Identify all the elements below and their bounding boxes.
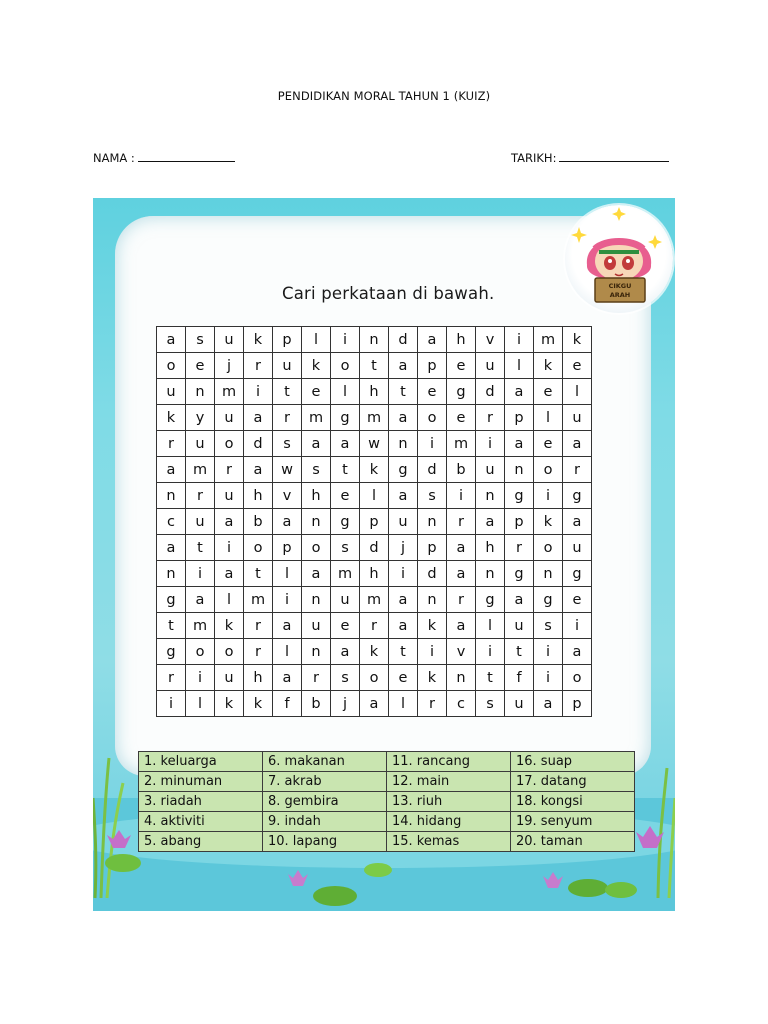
grid-letter-cell[interactable]: n: [505, 457, 534, 483]
grid-letter-cell[interactable]: u: [215, 483, 244, 509]
grid-letter-cell[interactable]: h: [244, 665, 273, 691]
grid-letter-cell[interactable]: o: [215, 431, 244, 457]
grid-letter-cell[interactable]: i: [534, 483, 563, 509]
grid-letter-cell[interactable]: r: [563, 457, 592, 483]
grid-letter-cell[interactable]: w: [360, 431, 389, 457]
grid-letter-cell[interactable]: t: [389, 639, 418, 665]
word-list-item: 14. hidang: [387, 812, 511, 832]
word-list-item: 6. makanan: [263, 752, 387, 772]
grid-letter-cell[interactable]: a: [215, 509, 244, 535]
word-list-row: [139, 792, 635, 812]
page-title: PENDIDIKAN MORAL TAHUN 1 (KUIZ): [277, 89, 491, 103]
grid-letter-cell[interactable]: r: [505, 535, 534, 561]
grid-letter-cell[interactable]: a: [389, 613, 418, 639]
grid-letter-cell[interactable]: l: [563, 379, 592, 405]
grid-letter-cell[interactable]: u: [505, 613, 534, 639]
grid-letter-cell[interactable]: a: [215, 561, 244, 587]
letter-grid: [156, 326, 592, 717]
grid-row: [157, 665, 592, 691]
grid-letter-cell[interactable]: k: [418, 665, 447, 691]
grid-letter-cell[interactable]: o: [157, 353, 186, 379]
word-list-item: 1. keluarga: [139, 752, 263, 772]
grid-letter-cell[interactable]: o: [360, 665, 389, 691]
grid-letter-cell[interactable]: i: [505, 327, 534, 353]
grid-letter-cell[interactable]: n: [534, 561, 563, 587]
word-list-item: 2. minuman: [139, 772, 263, 792]
cikgu-avatar: [565, 205, 673, 313]
grid-letter-cell[interactable]: o: [563, 665, 592, 691]
grid-letter-cell[interactable]: e: [389, 665, 418, 691]
grid-row: [157, 509, 592, 535]
grid-letter-cell[interactable]: m: [302, 405, 331, 431]
word-list-item: 15. kemas: [387, 832, 511, 852]
grid-letter-cell[interactable]: r: [157, 431, 186, 457]
nama-label: NAMA :: [93, 151, 135, 165]
grid-letter-cell[interactable]: a: [505, 379, 534, 405]
grid-letter-cell[interactable]: o: [244, 535, 273, 561]
grid-letter-cell[interactable]: o: [302, 535, 331, 561]
grid-letter-cell[interactable]: u: [505, 691, 534, 717]
grid-letter-cell[interactable]: n: [302, 639, 331, 665]
grid-letter-cell[interactable]: m: [360, 587, 389, 613]
grid-letter-cell[interactable]: s: [186, 327, 215, 353]
grid-letter-cell[interactable]: r: [447, 509, 476, 535]
grid-letter-cell[interactable]: s: [476, 691, 505, 717]
grid-letter-cell[interactable]: m: [331, 561, 360, 587]
grid-letter-cell[interactable]: t: [157, 613, 186, 639]
word-list-item: 10. lapang: [263, 832, 387, 852]
grid-letter-cell[interactable]: l: [476, 613, 505, 639]
grid-letter-cell[interactable]: a: [157, 535, 186, 561]
grid-letter-cell[interactable]: n: [418, 509, 447, 535]
grid-letter-cell[interactable]: a: [563, 431, 592, 457]
grid-letter-cell[interactable]: a: [447, 613, 476, 639]
grid-letter-cell[interactable]: u: [215, 327, 244, 353]
grid-letter-cell[interactable]: p: [505, 509, 534, 535]
grid-letter-cell[interactable]: i: [563, 613, 592, 639]
grid-letter-cell[interactable]: e: [447, 405, 476, 431]
grid-letter-cell[interactable]: u: [476, 353, 505, 379]
grid-letter-cell[interactable]: u: [389, 509, 418, 535]
grid-letter-cell[interactable]: k: [534, 353, 563, 379]
grid-row: [157, 327, 592, 353]
nama-field: [93, 150, 235, 165]
grid-letter-cell[interactable]: n: [418, 587, 447, 613]
word-list-item: 11. rancang: [387, 752, 511, 772]
grid-letter-cell[interactable]: n: [157, 561, 186, 587]
grid-letter-cell[interactable]: u: [186, 431, 215, 457]
grid-letter-cell[interactable]: r: [447, 587, 476, 613]
word-list-item: 9. indah: [263, 812, 387, 832]
grid-letter-cell[interactable]: g: [389, 457, 418, 483]
grid-letter-cell[interactable]: k: [244, 691, 273, 717]
word-list-item: 13. riuh: [387, 792, 511, 812]
grid-letter-cell[interactable]: u: [331, 587, 360, 613]
grid-letter-cell[interactable]: v: [447, 639, 476, 665]
grid-letter-cell[interactable]: e: [563, 587, 592, 613]
grid-letter-cell[interactable]: u: [215, 665, 244, 691]
grid-letter-cell[interactable]: g: [447, 379, 476, 405]
grid-letter-cell[interactable]: p: [418, 353, 447, 379]
grid-letter-cell[interactable]: t: [360, 353, 389, 379]
grid-letter-cell[interactable]: i: [215, 535, 244, 561]
grid-letter-cell[interactable]: r: [244, 353, 273, 379]
grid-letter-cell[interactable]: t: [186, 535, 215, 561]
grid-letter-cell[interactable]: p: [273, 535, 302, 561]
grid-letter-cell[interactable]: s: [418, 483, 447, 509]
grid-letter-cell[interactable]: g: [157, 587, 186, 613]
grid-letter-cell[interactable]: t: [476, 665, 505, 691]
word-list-table: [138, 751, 635, 852]
grid-letter-cell[interactable]: a: [186, 587, 215, 613]
grid-letter-cell[interactable]: f: [505, 665, 534, 691]
grid-letter-cell[interactable]: d: [418, 457, 447, 483]
grid-letter-cell[interactable]: k: [563, 327, 592, 353]
grid-letter-cell[interactable]: o: [215, 639, 244, 665]
word-list-item: 17. datang: [511, 772, 635, 792]
grid-letter-cell[interactable]: e: [302, 379, 331, 405]
grid-letter-cell[interactable]: a: [331, 639, 360, 665]
grid-letter-cell[interactable]: a: [302, 431, 331, 457]
grid-letter-cell[interactable]: o: [418, 405, 447, 431]
grid-letter-cell[interactable]: u: [476, 457, 505, 483]
grid-letter-cell[interactable]: j: [331, 691, 360, 717]
grid-letter-cell[interactable]: n: [447, 665, 476, 691]
grid-row: [157, 639, 592, 665]
grid-letter-cell[interactable]: u: [186, 509, 215, 535]
grid-row: [157, 379, 592, 405]
grid-letter-cell[interactable]: a: [157, 457, 186, 483]
grid-letter-cell[interactable]: a: [244, 457, 273, 483]
grid-letter-cell[interactable]: s: [302, 457, 331, 483]
grid-letter-cell[interactable]: e: [563, 353, 592, 379]
grid-letter-cell[interactable]: a: [273, 665, 302, 691]
word-list-item: 18. kongsi: [511, 792, 635, 812]
grid-letter-cell[interactable]: t: [273, 379, 302, 405]
grid-letter-cell[interactable]: s: [331, 665, 360, 691]
grid-letter-cell[interactable]: m: [186, 457, 215, 483]
grid-letter-cell[interactable]: e: [534, 379, 563, 405]
grid-letter-cell[interactable]: n: [476, 561, 505, 587]
grid-letter-cell[interactable]: h: [360, 379, 389, 405]
grid-letter-cell[interactable]: c: [157, 509, 186, 535]
grid-letter-cell[interactable]: m: [360, 405, 389, 431]
grid-letter-cell[interactable]: c: [447, 691, 476, 717]
grid-letter-cell[interactable]: y: [186, 405, 215, 431]
grid-letter-cell[interactable]: s: [273, 431, 302, 457]
svg-text:ARAH: ARAH: [609, 291, 631, 299]
grid-letter-cell[interactable]: m: [186, 613, 215, 639]
grid-letter-cell[interactable]: a: [273, 509, 302, 535]
grid-letter-cell[interactable]: i: [476, 431, 505, 457]
grid-letter-cell[interactable]: h: [476, 535, 505, 561]
grid-letter-cell[interactable]: n: [476, 483, 505, 509]
grid-letter-cell[interactable]: k: [534, 509, 563, 535]
grid-letter-cell[interactable]: a: [389, 353, 418, 379]
grid-letter-cell[interactable]: g: [563, 483, 592, 509]
grid-letter-cell[interactable]: k: [157, 405, 186, 431]
grid-row: [157, 457, 592, 483]
grid-letter-cell[interactable]: a: [505, 431, 534, 457]
grid-row: [157, 431, 592, 457]
grid-letter-cell[interactable]: i: [447, 483, 476, 509]
grid-letter-cell[interactable]: l: [273, 639, 302, 665]
grid-letter-cell[interactable]: a: [389, 587, 418, 613]
grid-letter-cell[interactable]: u: [563, 535, 592, 561]
grid-letter-cell[interactable]: o: [186, 639, 215, 665]
tarikh-label: TARIKH:: [511, 151, 557, 165]
word-list-row: [139, 812, 635, 832]
grid-letter-cell[interactable]: m: [244, 587, 273, 613]
grid-letter-cell[interactable]: a: [331, 431, 360, 457]
grid-letter-cell[interactable]: h: [302, 483, 331, 509]
tarikh-blank-line[interactable]: [559, 150, 669, 162]
grid-letter-cell[interactable]: t: [505, 639, 534, 665]
grid-letter-cell[interactable]: h: [447, 327, 476, 353]
grid-letter-cell[interactable]: u: [215, 405, 244, 431]
grid-letter-cell[interactable]: s: [534, 613, 563, 639]
grid-letter-cell[interactable]: r: [244, 639, 273, 665]
grid-letter-cell[interactable]: s: [331, 535, 360, 561]
grid-letter-cell[interactable]: t: [244, 561, 273, 587]
grid-letter-cell[interactable]: i: [534, 639, 563, 665]
grid-letter-cell[interactable]: e: [331, 613, 360, 639]
word-list-item: 12. main: [387, 772, 511, 792]
grid-letter-cell[interactable]: n: [302, 509, 331, 535]
grid-letter-cell[interactable]: a: [447, 535, 476, 561]
word-list-row: [139, 832, 635, 852]
grid-letter-cell[interactable]: g: [563, 561, 592, 587]
grid-letter-cell[interactable]: k: [360, 457, 389, 483]
grid-letter-cell[interactable]: a: [476, 509, 505, 535]
grid-letter-cell[interactable]: p: [360, 509, 389, 535]
grid-letter-cell[interactable]: g: [476, 587, 505, 613]
grid-letter-cell[interactable]: i: [418, 639, 447, 665]
grid-letter-cell[interactable]: r: [215, 457, 244, 483]
grid-letter-cell[interactable]: b: [244, 509, 273, 535]
grid-letter-cell[interactable]: e: [447, 353, 476, 379]
grid-letter-cell[interactable]: d: [476, 379, 505, 405]
grid-letter-cell[interactable]: e: [534, 431, 563, 457]
grid-letter-cell[interactable]: n: [389, 431, 418, 457]
word-list-item: 5. abang: [139, 832, 263, 852]
grid-letter-cell[interactable]: l: [360, 483, 389, 509]
grid-letter-cell[interactable]: u: [302, 613, 331, 639]
grid-letter-cell[interactable]: p: [418, 535, 447, 561]
grid-letter-cell[interactable]: a: [157, 327, 186, 353]
grid-letter-cell[interactable]: o: [534, 535, 563, 561]
grid-letter-cell[interactable]: a: [273, 613, 302, 639]
grid-letter-cell[interactable]: l: [273, 561, 302, 587]
grid-letter-cell[interactable]: h: [360, 561, 389, 587]
grid-letter-cell[interactable]: t: [389, 379, 418, 405]
grid-letter-cell[interactable]: k: [215, 613, 244, 639]
grid-letter-cell[interactable]: a: [389, 405, 418, 431]
word-list-item: 20. taman: [511, 832, 635, 852]
grid-letter-cell[interactable]: n: [302, 587, 331, 613]
grid-letter-cell[interactable]: h: [244, 483, 273, 509]
grid-letter-cell[interactable]: w: [273, 457, 302, 483]
grid-letter-cell[interactable]: n: [360, 327, 389, 353]
grid-letter-cell[interactable]: k: [302, 353, 331, 379]
grid-letter-cell[interactable]: k: [215, 691, 244, 717]
grid-letter-cell[interactable]: g: [331, 509, 360, 535]
grid-letter-cell[interactable]: j: [389, 535, 418, 561]
grid-letter-cell[interactable]: j: [215, 353, 244, 379]
grid-letter-cell[interactable]: p: [505, 405, 534, 431]
word-list-row: [139, 752, 635, 772]
grid-letter-cell[interactable]: v: [273, 483, 302, 509]
grid-letter-cell[interactable]: m: [534, 327, 563, 353]
word-search-worksheet: [93, 198, 675, 911]
svg-text:CIKGU: CIKGU: [608, 282, 632, 290]
grid-letter-cell[interactable]: p: [273, 327, 302, 353]
grid-letter-cell[interactable]: i: [534, 665, 563, 691]
grid-letter-cell[interactable]: a: [563, 639, 592, 665]
grid-letter-cell[interactable]: l: [331, 379, 360, 405]
instruction-text: Cari perkataan di bawah.: [282, 284, 495, 303]
grid-letter-cell[interactable]: o: [331, 353, 360, 379]
grid-letter-cell[interactable]: i: [331, 327, 360, 353]
grid-letter-cell[interactable]: d: [389, 327, 418, 353]
grid-letter-cell[interactable]: v: [476, 327, 505, 353]
grid-letter-cell[interactable]: r: [244, 613, 273, 639]
grid-letter-cell[interactable]: g: [505, 561, 534, 587]
grid-letter-cell[interactable]: d: [360, 535, 389, 561]
grid-row: [157, 613, 592, 639]
grid-letter-cell[interactable]: a: [505, 587, 534, 613]
grid-letter-cell[interactable]: l: [302, 327, 331, 353]
grid-letter-cell[interactable]: b: [302, 691, 331, 717]
grid-letter-cell[interactable]: u: [563, 405, 592, 431]
grid-letter-cell[interactable]: r: [186, 483, 215, 509]
grid-letter-cell[interactable]: e: [186, 353, 215, 379]
grid-letter-cell[interactable]: g: [534, 587, 563, 613]
grid-letter-cell[interactable]: u: [157, 379, 186, 405]
word-list-item: 4. aktiviti: [139, 812, 263, 832]
tarikh-field: [511, 150, 669, 165]
grid-letter-cell[interactable]: g: [505, 483, 534, 509]
grid-letter-cell[interactable]: l: [215, 587, 244, 613]
grid-row: [157, 587, 592, 613]
grid-letter-cell[interactable]: k: [418, 613, 447, 639]
grid-letter-cell[interactable]: t: [331, 457, 360, 483]
grid-letter-cell[interactable]: a: [244, 405, 273, 431]
grid-row: [157, 353, 592, 379]
grid-letter-cell[interactable]: i: [186, 665, 215, 691]
grid-letter-cell[interactable]: a: [418, 327, 447, 353]
grid-letter-cell[interactable]: r: [273, 405, 302, 431]
grid-row: [157, 535, 592, 561]
grid-letter-cell[interactable]: f: [273, 691, 302, 717]
grid-letter-cell[interactable]: u: [273, 353, 302, 379]
grid-letter-cell[interactable]: r: [476, 405, 505, 431]
word-list-item: 19. senyum: [511, 812, 635, 832]
grid-letter-cell[interactable]: a: [389, 483, 418, 509]
grid-letter-cell[interactable]: r: [418, 691, 447, 717]
grid-letter-cell[interactable]: r: [360, 613, 389, 639]
nama-blank-line[interactable]: [138, 150, 235, 162]
grid-row: [157, 483, 592, 509]
grid-letter-cell[interactable]: o: [534, 457, 563, 483]
grid-letter-cell[interactable]: a: [302, 561, 331, 587]
grid-letter-cell[interactable]: l: [534, 405, 563, 431]
grid-row: [157, 405, 592, 431]
grid-letter-cell[interactable]: k: [244, 327, 273, 353]
grid-letter-cell[interactable]: d: [418, 561, 447, 587]
grid-letter-cell[interactable]: l: [186, 691, 215, 717]
grid-row: [157, 691, 592, 717]
grid-letter-cell[interactable]: i: [186, 561, 215, 587]
grid-letter-cell[interactable]: g: [157, 639, 186, 665]
grid-letter-cell[interactable]: r: [157, 665, 186, 691]
word-list-row: [139, 772, 635, 792]
word-list-item: 16. suap: [511, 752, 635, 772]
word-list-item: 3. riadah: [139, 792, 263, 812]
grid-letter-cell[interactable]: e: [418, 379, 447, 405]
grid-letter-cell[interactable]: a: [360, 691, 389, 717]
grid-letter-cell[interactable]: i: [389, 561, 418, 587]
grid-letter-cell[interactable]: p: [563, 691, 592, 717]
grid-letter-cell[interactable]: n: [157, 483, 186, 509]
grid-letter-cell[interactable]: m: [215, 379, 244, 405]
girl-avatar-icon: [565, 205, 673, 313]
grid-letter-cell[interactable]: i: [273, 587, 302, 613]
word-list-item: 7. akrab: [263, 772, 387, 792]
grid-letter-cell[interactable]: k: [360, 639, 389, 665]
grid-letter-cell[interactable]: a: [534, 691, 563, 717]
grid-letter-cell[interactable]: l: [389, 691, 418, 717]
grid-letter-cell[interactable]: i: [476, 639, 505, 665]
grid-letter-cell[interactable]: i: [418, 431, 447, 457]
grid-row: [157, 561, 592, 587]
grid-letter-cell[interactable]: i: [244, 379, 273, 405]
word-list-item: 8. gembira: [263, 792, 387, 812]
grid-letter-cell[interactable]: i: [157, 691, 186, 717]
grid-letter-cell[interactable]: r: [302, 665, 331, 691]
grid-letter-cell[interactable]: d: [244, 431, 273, 457]
grid-letter-cell[interactable]: a: [447, 561, 476, 587]
grid-letter-cell[interactable]: b: [447, 457, 476, 483]
grid-letter-cell[interactable]: e: [331, 483, 360, 509]
grid-letter-cell[interactable]: g: [331, 405, 360, 431]
grid-letter-cell[interactable]: n: [186, 379, 215, 405]
grid-letter-cell[interactable]: a: [563, 509, 592, 535]
grid-letter-cell[interactable]: m: [447, 431, 476, 457]
grid-letter-cell[interactable]: l: [505, 353, 534, 379]
